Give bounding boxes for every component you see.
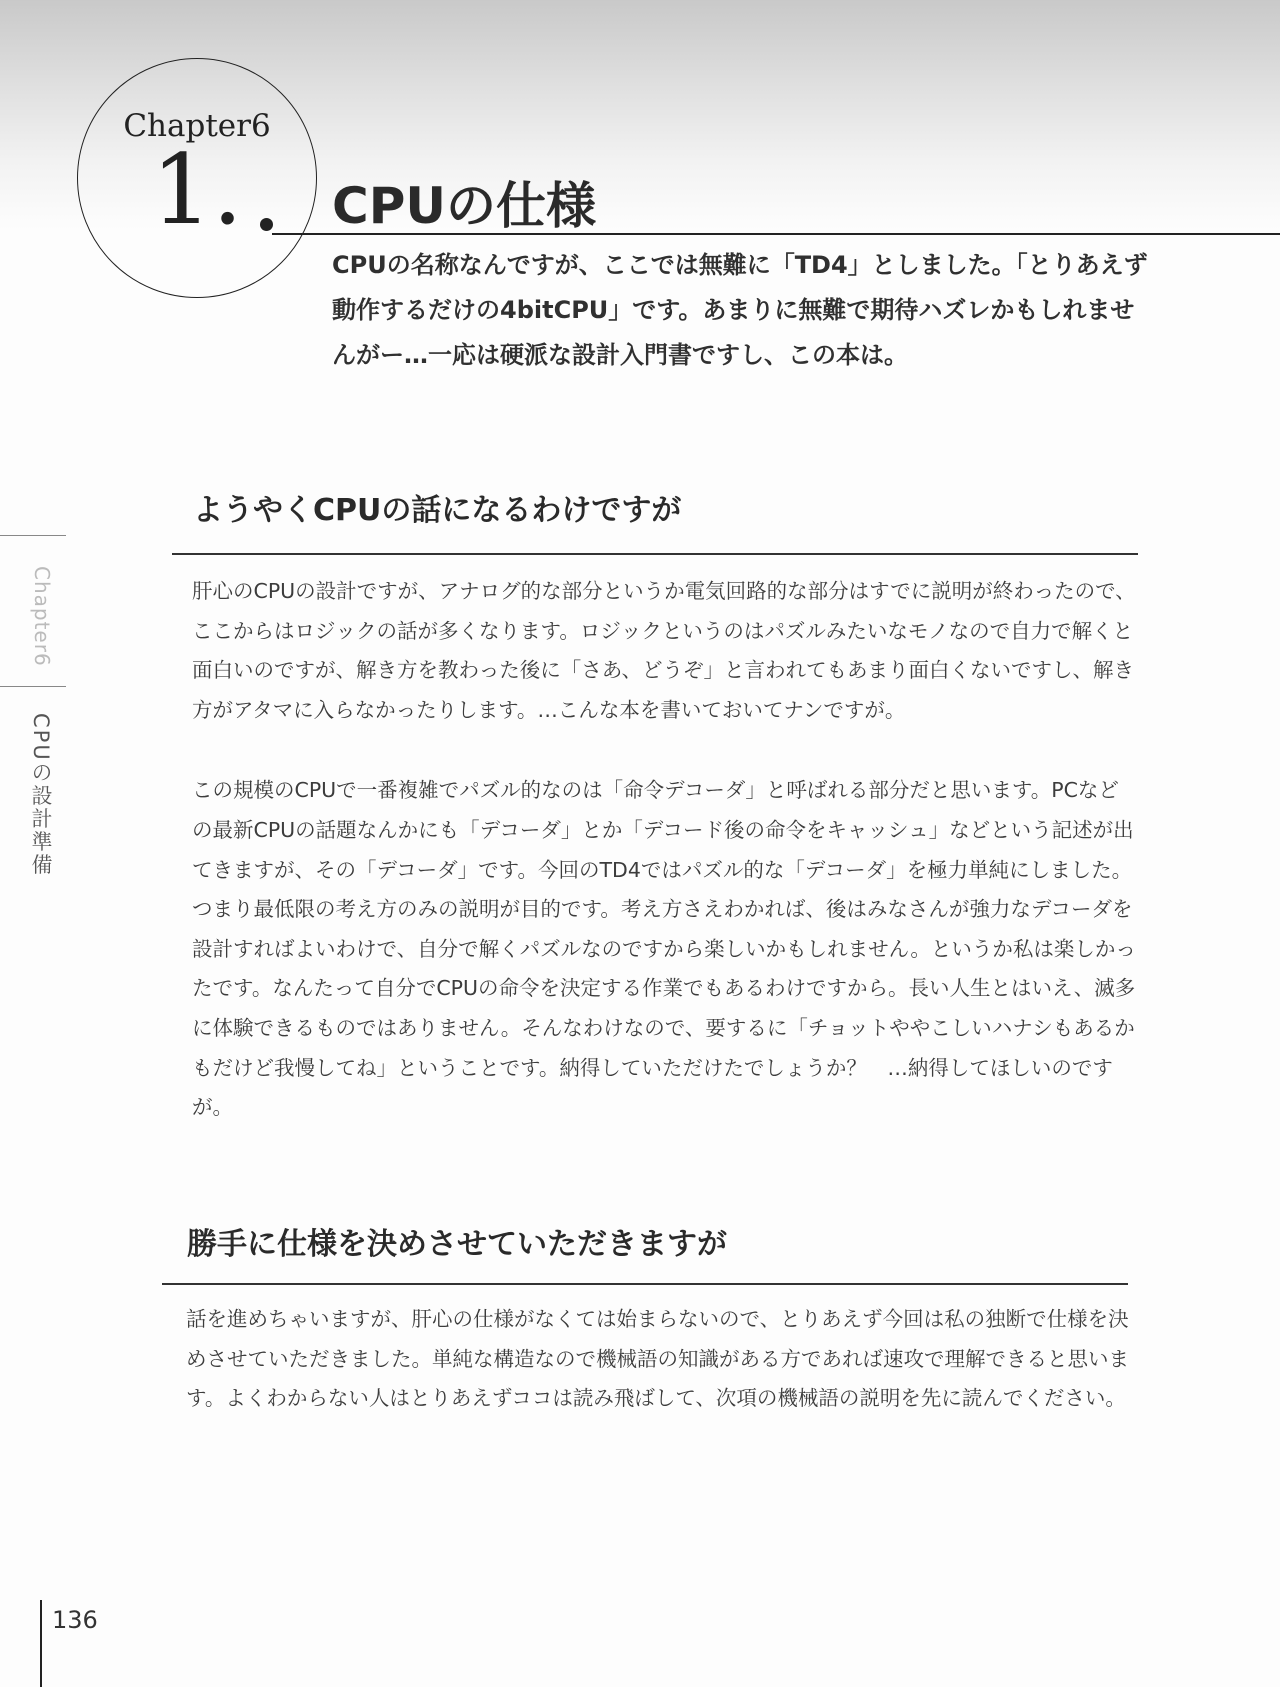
chapter-label: Chapter6 — [123, 108, 271, 144]
sidebar-rule-middle — [0, 686, 66, 687]
page-number: 136 — [52, 1606, 98, 1634]
paragraph: 肝心のCPUの設計ですが、アナログ的な部分というか電気回路的な部分はすでに説明が終わったので、ここからはロジックの話が多くなります。ロジックというのはパズルみたいなモノなので自力で解くと面白いのですが、解き方を教わった後に「さあ、どうぞ」と言われてもあまり面白くないですし、解き方がアタマに入らなかったりします。…こんな本を書いておいてナンですが。 — [192, 579, 1136, 722]
paragraph: この規模のCPUで一番複雑でパズル的なのは「命令デコーダ」と呼ばれる部分だと思います。PCなどの最新CPUの話題なんかにも「デコーダ」とか「デコード後の命令をキャッシュ」などという記述が出てきますが、その「デコーダ」です。今回のTD4ではパズル的な「デコーダ」を極力単純にしました。つまり最低限の考え方のみの説明が目的です。考え方さえわかれば、後はみなさんが強力なデコーダを設計すればよいわけで、自分で解くパズルなのですから楽しいかもしれません。というか私は楽しかったです。なんたって自分でCPUの命令を決定する作業でもあるわけですから。長い人生とはいえ、滅多に体験できるものではありません。そんなわけなので、要するに「チョットややこしいハナシもあるかもだけど我慢してね」ということです。納得していただけたでしょうか？ …納得してほしいのですが。 — [192, 778, 1136, 1120]
sidebar-rule-top — [0, 535, 66, 536]
subsection-heading-1: ようやくCPUの話になるわけですが — [193, 493, 682, 528]
subsection-rule-2 — [162, 1283, 1128, 1285]
subsection-body-1 — [192, 572, 1136, 1128]
subsection-body-2 — [186, 1300, 1130, 1419]
sidebar-title: CPUの設計準備 — [29, 713, 53, 877]
chapter-number: 1. — [151, 134, 243, 246]
subsection-heading-2: 勝手に仕様を決めさせていただきますが — [187, 1227, 727, 1262]
section-title: CPUの仕様 — [332, 177, 596, 235]
paragraph: 話を進めちゃいますが、肝心の仕様がなくては始まらないので、とりあえず今回は私の独断で仕様を決めさせていただきました。単純な構造なので機械語の知識がある方であれば速攻で理解できると思います。よくわからない人はとりあえずココは読み飛ばして、次項の機械語の説明を先に読んでください。 — [186, 1307, 1129, 1411]
section-lead: CPUの名称なんですが、ここでは無難に「TD4」としました。「とりあえず動作するだけの4bitCPU」です。あまりに無難で期待ハズレかもしれませんがー…一応は硬派な設計入門書ですし、この本は。 — [332, 251, 1148, 369]
chapter-dot — [260, 218, 273, 231]
sidebar-chapter: Chapter6 — [30, 566, 54, 667]
page-number-rule — [40, 1600, 42, 1687]
subsection-rule-1 — [172, 553, 1138, 555]
